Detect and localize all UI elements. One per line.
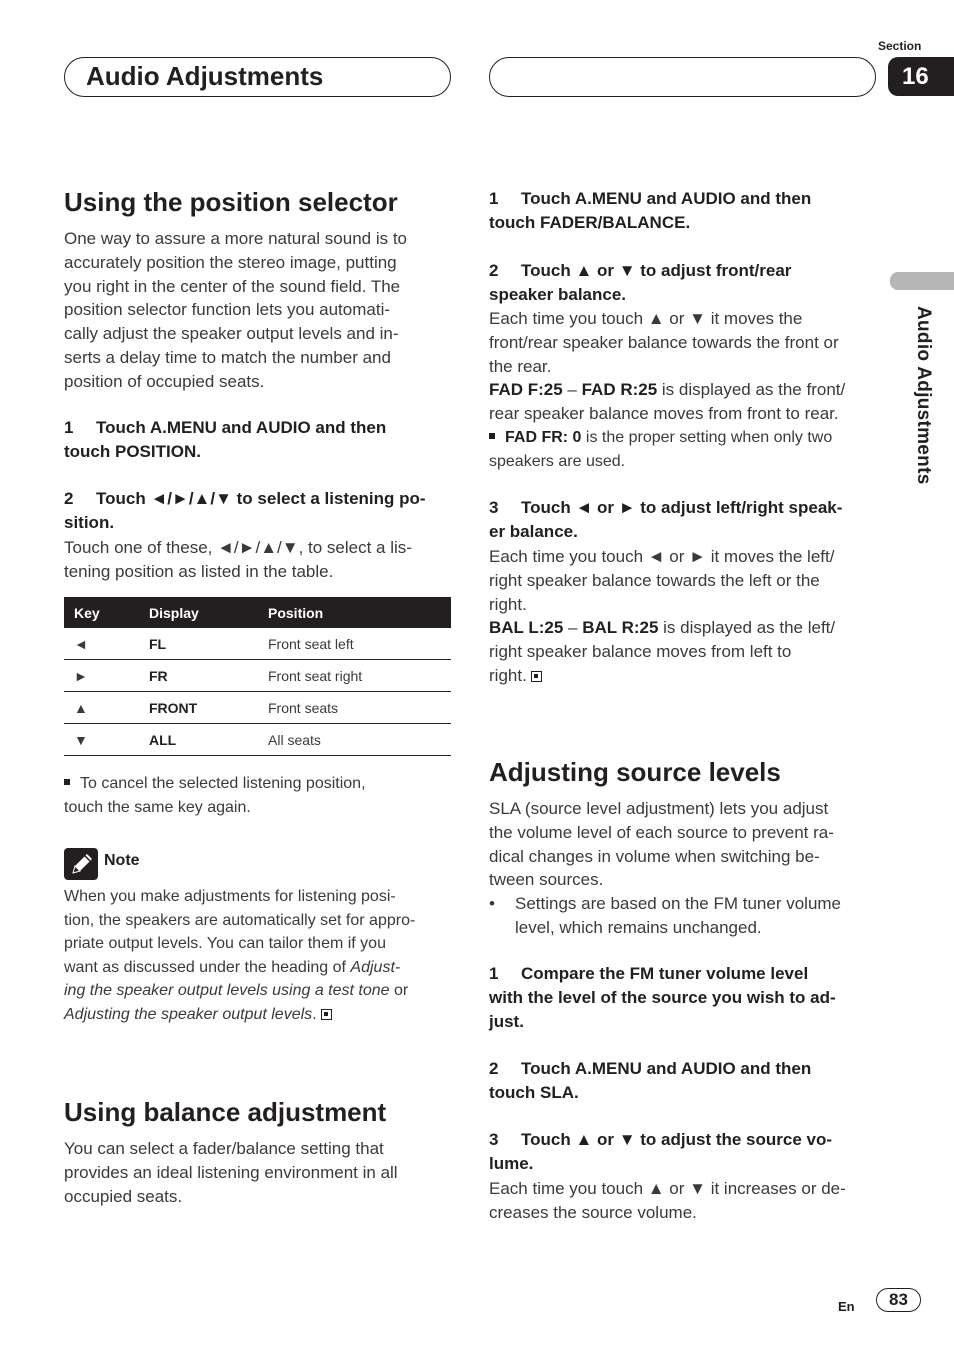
section-label: Section xyxy=(878,39,922,53)
table-row xyxy=(64,628,451,660)
source-levels-bullet: • Settings are based on the FM tuner volume level, which remains unchanged. xyxy=(489,894,842,937)
position-selector-heading: Using the position selector xyxy=(64,187,398,217)
table-header-key: Key xyxy=(64,597,149,628)
page-number: 83 xyxy=(876,1288,921,1312)
position-step-1: 1 Touch A.MENU and AUDIO and then touch POSITION. xyxy=(64,418,387,461)
table-cell-position: Front seat right xyxy=(268,660,451,692)
table-cell-position: All seats xyxy=(268,724,451,756)
table-header-position: Position xyxy=(268,597,451,628)
source-levels-intro: SLA (source level adjustment) lets you adjust the volume level of each source to prevent ra- dical changes in volume when switching be- tween sources. xyxy=(489,799,834,890)
source-levels-heading: Adjusting source levels xyxy=(489,757,781,787)
balance-heading: Using balance adjustment xyxy=(64,1097,387,1127)
bullet-square-icon xyxy=(64,779,70,785)
position-selector-intro: One way to assure a more natural sound is to accurately position the stereo image, putting you right in the center of the sound field. The position selector function lets you automati- cally adjust the speaker output levels and in- serts a delay time to match the number and position of occupied seats. xyxy=(64,229,408,391)
balance-step-1: 1 Touch A.MENU and AUDIO and then touch FADER/BALANCE. xyxy=(489,189,812,232)
source-step-3: 3 Touch ▲ or ▼ to adjust the source vo- lume. xyxy=(489,1130,833,1173)
section-end-icon xyxy=(531,671,542,682)
note-label: Note xyxy=(104,852,140,869)
table-cell-display: ALL xyxy=(149,724,268,756)
source-step-2: 2 Touch A.MENU and AUDIO and then touch SLA. xyxy=(489,1059,812,1102)
position-step-2: 2 Touch ◄/►/▲/▼ to select a listening po- sition. xyxy=(64,489,426,532)
table-header-row xyxy=(64,597,451,628)
balance-step-2: 2 Touch ▲ or ▼ to adjust front/rear speaker balance. xyxy=(489,261,792,304)
table-cell-key: ▲ xyxy=(64,692,149,724)
source-step-1: 1 Compare the FM tuner volume level with the level of the source you wish to ad- just. xyxy=(489,964,836,1031)
table-cell-key: ▼ xyxy=(64,724,149,756)
position-step-2-text: Touch one of these, ◄/►/▲/▼, to select a lis- tening position as listed in the table. xyxy=(64,538,412,581)
side-tab-marker xyxy=(890,272,954,290)
table-cell-display: FL xyxy=(149,628,268,660)
bullet-square-icon xyxy=(489,433,495,439)
side-tab-text: Audio Adjustments xyxy=(913,306,934,485)
table-cell-position: Front seat left xyxy=(268,628,451,660)
table-header-display: Display xyxy=(149,597,268,628)
position-table xyxy=(64,597,451,756)
cancel-position-note: To cancel the selected listening position, touch the same key again. xyxy=(64,775,366,816)
table-cell-position: Front seats xyxy=(268,692,451,724)
balance-intro: You can select a fader/balance setting that provides an ideal listening environment in all occupied seats. xyxy=(64,1139,398,1206)
section-number: 16 xyxy=(888,57,954,96)
table-row xyxy=(64,660,451,692)
page-title: Audio Adjustments xyxy=(86,61,324,91)
table-cell-display: FR xyxy=(149,660,268,692)
table-row xyxy=(64,724,451,756)
note-text: When you make adjustments for listening posi- tion, the speakers are automatically set for appro- priate output levels. You can tailor them if you want as discussed under the heading of Adjust- ing the speaker output levels using a test tone or Adjusting the speaker output levels. xyxy=(64,888,416,1023)
bullet-dot-icon: • xyxy=(489,894,495,913)
section-end-icon xyxy=(321,1009,332,1020)
balance-step-2-text: Each time you touch ▲ or ▼ it moves the front/rear speaker balance towards the front or the rear. FAD F:25 – FAD R:25 is displayed as the front/ rear speaker balance moves from front to rear. xyxy=(489,309,846,424)
note-pencil-icon xyxy=(64,848,98,880)
source-step-3-text: Each time you touch ▲ or ▼ it increases or de- creases the source volume. xyxy=(489,1179,846,1222)
header-blank-frame xyxy=(489,57,876,97)
language-label: En xyxy=(838,1299,855,1314)
fad-note: FAD FR: 0 is the proper setting when only two speakers are used. xyxy=(489,429,833,470)
balance-step-3: 3 Touch ◄ or ► to adjust left/right speak- er balance. xyxy=(489,498,843,541)
table-row xyxy=(64,692,451,724)
table-cell-key: ◄ xyxy=(64,628,149,660)
table-cell-key: ► xyxy=(64,660,149,692)
balance-step-3-text: Each time you touch ◄ or ► it moves the left/ right speaker balance towards the left or the right. BAL L:25 – BAL R:25 is displayed as the left/ right speaker balance moves from left to right. xyxy=(489,547,836,685)
table-cell-display: FRONT xyxy=(149,692,268,724)
